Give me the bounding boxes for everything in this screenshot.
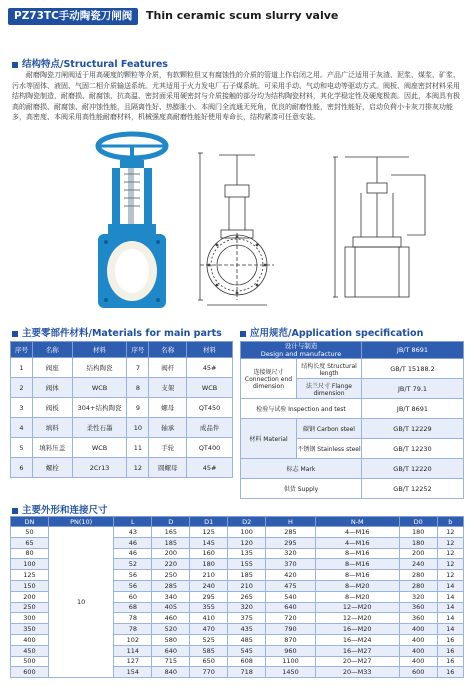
- table-cell: 阀板: [32, 398, 72, 418]
- table-cell: 5: [11, 438, 33, 458]
- table-cell: 500: [11, 656, 49, 667]
- table-cell: 1450: [266, 667, 316, 678]
- table-cell: 435: [228, 624, 266, 635]
- specs-header-row: [241, 342, 464, 359]
- col-header: H: [266, 517, 316, 527]
- table-cell: GB/T 12229: [362, 419, 464, 439]
- col-header: JB/T 8691: [362, 342, 464, 359]
- table-cell: 320: [228, 602, 266, 613]
- table-cell: 200: [11, 591, 49, 602]
- col-header: PN(10): [48, 517, 113, 527]
- table-cell: 16: [437, 645, 463, 656]
- table-cell: 400: [399, 634, 437, 645]
- table-cell: 420: [266, 570, 316, 581]
- bullet-square-icon: [12, 331, 18, 337]
- table-cell: 870: [266, 634, 316, 645]
- table-cell: 360: [399, 602, 437, 613]
- table-cell: 80: [11, 548, 49, 559]
- table-row: [11, 378, 233, 398]
- table-cell: 8—M16: [315, 570, 399, 581]
- table-cell: 16—M20: [315, 624, 399, 635]
- table-cell: 68: [114, 602, 152, 613]
- table-cell: 250: [11, 602, 49, 613]
- specs-table: [240, 341, 464, 499]
- table-cell: 16: [437, 634, 463, 645]
- table-cell: 8—M20: [315, 591, 399, 602]
- table-cell: 螺栓: [32, 458, 72, 478]
- col-header: 材料: [72, 342, 127, 358]
- valve-photo: [70, 130, 190, 315]
- features-paragraph: 耐磨陶瓷刀闸阀适于用高硬度的颗粒等介质，有软颗粒但又有腐蚀性的介质的管道上作启闭之用。产品广泛适用于灰渣、泥浆、煤浆、矿浆、污水等固体、液固、气固二相介质输送系统。尤其适用于火力发电厂石子煤系统。可采用手动、气动和电动等驱动方式。阀板、阀座密封材料采用结构陶瓷制造，耐磨损、耐腐蚀、抗高温、密封面采用硬密封与介质接触的部分均为结构陶瓷材料，其化学稳定性及硬度极高。因此，本阀具有极高的耐磨损、耐腐蚀、耐冲蚀性能，且隔离性好、热膨胀小。本阀门全流通无死角，优良的耐磨性能，密封性能好，启动负荷小卡灰刀排灰功能多，高密度、本阀采用高性能耐磨材料，机械强度高耐磨性能好使用寿命长，结构紧凑可任意安装。: [12, 71, 460, 121]
- table-cell: 280: [399, 570, 437, 581]
- specs-heading: 应用规范/Application specification: [240, 325, 423, 339]
- col-header: D: [152, 517, 190, 527]
- col-header: 名称: [149, 342, 187, 358]
- table-cell: 240: [399, 559, 437, 570]
- bullet-square-icon: [12, 508, 18, 514]
- table-cell: 125: [11, 570, 49, 581]
- table-cell: 60: [114, 591, 152, 602]
- dims-table: [10, 516, 464, 678]
- table-cell: 4: [11, 418, 33, 438]
- table-cell: 165: [152, 527, 190, 538]
- table-cell: 8—M20: [315, 580, 399, 591]
- table-cell: JB/T 79.1: [362, 379, 464, 399]
- table-cell: 16—M27: [315, 645, 399, 656]
- table-cell: 阀座: [32, 358, 72, 378]
- table-cell: QT400: [187, 438, 233, 458]
- table-cell: 45#: [187, 458, 233, 478]
- dims-heading: 主要外形和连接尺寸: [12, 502, 108, 516]
- table-cell: 12: [437, 527, 463, 538]
- table-cell: 400: [399, 624, 437, 635]
- product-title: Thin ceramic scum slurry valve: [146, 9, 339, 22]
- table-cell: WCB: [187, 378, 233, 398]
- model-label: PZ73TC手动陶瓷刀闸阀: [8, 8, 138, 25]
- col-header: 材料: [187, 342, 233, 358]
- table-cell: 填料压盖: [32, 438, 72, 458]
- table-cell: 3: [11, 398, 33, 418]
- table-cell: 405: [152, 602, 190, 613]
- table-cell: 200: [399, 548, 437, 559]
- table-cell: 填料: [32, 418, 72, 438]
- table-cell: 770: [190, 667, 228, 678]
- table-cell: 360: [399, 613, 437, 624]
- table-cell: 56: [114, 580, 152, 591]
- table-cell: WCB: [72, 438, 127, 458]
- table-cell: 1: [11, 358, 33, 378]
- table-cell: 295: [190, 591, 228, 602]
- table-cell: 210: [190, 570, 228, 581]
- table-cell: WCB: [72, 378, 127, 398]
- table-cell: 460: [152, 613, 190, 624]
- table-cell: 6: [11, 458, 33, 478]
- table-cell: 155: [228, 559, 266, 570]
- spec-head-cn: 设计与制造: [284, 342, 318, 350]
- table-cell: 8—M16: [315, 548, 399, 559]
- table-cell: 280: [399, 580, 437, 591]
- col-header: N-M: [315, 517, 399, 527]
- table-cell: JB/T 8691: [362, 399, 464, 419]
- table-cell: 585: [190, 645, 228, 656]
- table-cell: 470: [190, 624, 228, 635]
- table-cell: 150: [11, 580, 49, 591]
- table-row: [11, 418, 233, 438]
- col-header: D1: [190, 517, 228, 527]
- table-cell: 127: [114, 656, 152, 667]
- table-cell: 790: [266, 624, 316, 635]
- table-cell: 供货 Supply: [241, 479, 362, 499]
- col-header: L: [114, 517, 152, 527]
- table-cell: 540: [266, 591, 316, 602]
- table-cell: 10: [127, 418, 149, 438]
- table-cell: GB/T 12252: [362, 479, 464, 499]
- table-cell: 285: [266, 527, 316, 538]
- table-cell: 轴承: [149, 418, 187, 438]
- table-cell: 12: [437, 559, 463, 570]
- table-row: [11, 438, 233, 458]
- table-cell: 180: [399, 537, 437, 548]
- table-cell: 支架: [149, 378, 187, 398]
- table-cell: 400: [399, 645, 437, 656]
- table-cell: 1100: [266, 656, 316, 667]
- table-cell: 12: [127, 458, 149, 478]
- table-cell: 16: [437, 656, 463, 667]
- table-cell: 715: [152, 656, 190, 667]
- table-cell: 300: [11, 613, 49, 624]
- table-cell: 185: [152, 537, 190, 548]
- table-cell: 2Cr13: [72, 458, 127, 478]
- table-cell: 400: [11, 634, 49, 645]
- table-cell: 46: [114, 537, 152, 548]
- table-cell: 4—M16: [315, 527, 399, 538]
- table-cell: 材料 Material: [241, 419, 297, 459]
- table-cell: 8: [127, 378, 149, 398]
- table-cell: 520: [152, 624, 190, 635]
- table-cell: 320: [266, 548, 316, 559]
- table-cell: 100: [11, 559, 49, 570]
- table-cell: 14: [437, 602, 463, 613]
- table-cell: 450: [11, 645, 49, 656]
- table-cell: 14: [437, 591, 463, 602]
- table-cell: 718: [228, 667, 266, 678]
- bullet-square-icon: [12, 62, 18, 68]
- table-cell: 135: [228, 548, 266, 559]
- table-cell: 2: [11, 378, 33, 398]
- table-cell: 14: [437, 613, 463, 624]
- table-cell: 78: [114, 624, 152, 635]
- table-cell: 545: [228, 645, 266, 656]
- table-cell: GB/T 15188.2: [362, 359, 464, 379]
- table-cell: 7: [127, 358, 149, 378]
- table-cell: 45#: [187, 358, 233, 378]
- table-cell: 12: [437, 548, 463, 559]
- table-cell: 16—M24: [315, 634, 399, 645]
- features-heading: 结构特点/Structural Features: [12, 56, 168, 70]
- table-cell: 640: [152, 645, 190, 656]
- table-row: [11, 358, 233, 378]
- table-cell: 580: [152, 634, 190, 645]
- valve-drawing: [195, 145, 465, 310]
- table-row: [11, 458, 233, 478]
- table-row: [241, 459, 464, 479]
- col-header: D2: [228, 517, 266, 527]
- table-cell: 标志 Mark: [241, 459, 362, 479]
- table-cell: 柔性石墨: [72, 418, 127, 438]
- table-cell: 355: [190, 602, 228, 613]
- materials-heading: 主要零部件材料/Materials for main parts: [12, 325, 222, 339]
- table-cell: 840: [152, 667, 190, 678]
- materials-header-row: [11, 342, 233, 358]
- table-cell: 碳钢 Carbon steel: [297, 419, 362, 439]
- table-cell: 20—M33: [315, 667, 399, 678]
- table-cell: 200: [152, 548, 190, 559]
- table-cell: 350: [11, 624, 49, 635]
- table-cell: 960: [266, 645, 316, 656]
- table-cell: 20—M27: [315, 656, 399, 667]
- table-cell: 640: [266, 602, 316, 613]
- table-cell: 14: [437, 624, 463, 635]
- table-cell: 12: [437, 570, 463, 581]
- table-cell: 410: [190, 613, 228, 624]
- table-cell: 50: [11, 527, 49, 538]
- table-cell: 12—M20: [315, 613, 399, 624]
- table-cell: 375: [228, 613, 266, 624]
- pn-cell: 10: [48, 527, 113, 678]
- col-header: 名称: [32, 342, 72, 358]
- table-cell: 295: [266, 537, 316, 548]
- table-cell: 不锈钢 Stainless steel: [297, 439, 362, 459]
- table-cell: 320: [399, 591, 437, 602]
- table-cell: 475: [266, 580, 316, 591]
- table-cell: 阀体: [32, 378, 72, 398]
- table-cell: 370: [266, 559, 316, 570]
- table-cell: 成品件: [187, 418, 233, 438]
- table-cell: 220: [152, 559, 190, 570]
- table-cell: 阀杆: [149, 358, 187, 378]
- table-cell: 圆螺母: [149, 458, 187, 478]
- table-cell: 11: [127, 438, 149, 458]
- table-cell: 14: [437, 580, 463, 591]
- table-cell: 9: [127, 398, 149, 418]
- table-cell: 连接规尺寸 Connection end dimension: [241, 359, 297, 399]
- table-cell: 120: [228, 537, 266, 548]
- table-cell: 240: [190, 580, 228, 591]
- table-cell: QT450: [187, 398, 233, 418]
- table-cell: 4—M16: [315, 537, 399, 548]
- table-cell: 720: [266, 613, 316, 624]
- table-cell: 210: [228, 580, 266, 591]
- handwheel-icon: [98, 134, 166, 164]
- table-cell: 265: [228, 591, 266, 602]
- table-cell: 78: [114, 613, 152, 624]
- table-cell: 结构长度 Structural length: [297, 359, 362, 379]
- table-cell: 608: [228, 656, 266, 667]
- table-row: [241, 419, 464, 439]
- table-cell: GB/T 12230: [362, 439, 464, 459]
- table-cell: 手轮: [149, 438, 187, 458]
- table-cell: 340: [152, 591, 190, 602]
- table-cell: 400: [399, 656, 437, 667]
- table-cell: 12—M20: [315, 602, 399, 613]
- table-cell: 125: [190, 527, 228, 538]
- table-cell: 16: [437, 667, 463, 678]
- table-cell: 102: [114, 634, 152, 645]
- table-cell: 52: [114, 559, 152, 570]
- table-cell: 100: [228, 527, 266, 538]
- table-cell: 46: [114, 548, 152, 559]
- table-cell: 180: [399, 527, 437, 538]
- table-cell: 250: [152, 570, 190, 581]
- materials-table: [10, 341, 233, 478]
- col-header: DN: [11, 517, 49, 527]
- page-header: [0, 0, 474, 30]
- table-cell: 185: [228, 570, 266, 581]
- table-cell: 螺母: [149, 398, 187, 418]
- table-cell: 304+结构陶瓷: [72, 398, 127, 418]
- col-header: [241, 342, 362, 359]
- table-cell: 525: [190, 634, 228, 645]
- col-header: 序号: [11, 342, 33, 358]
- bullet-square-icon: [240, 331, 246, 337]
- table-cell: 600: [11, 667, 49, 678]
- col-header: 序号: [127, 342, 149, 358]
- table-cell: 285: [152, 580, 190, 591]
- table-cell: 114: [114, 645, 152, 656]
- table-row: [11, 398, 233, 418]
- table-cell: 法兰尺寸 Flange dimension: [297, 379, 362, 399]
- table-cell: 650: [190, 656, 228, 667]
- table-row: [241, 479, 464, 499]
- table-cell: 600: [399, 667, 437, 678]
- table-row: [11, 527, 464, 538]
- table-cell: 180: [190, 559, 228, 570]
- table-cell: GB/T 12220: [362, 459, 464, 479]
- table-cell: 12: [437, 537, 463, 548]
- spec-head-en: Design and manufacture: [260, 350, 342, 358]
- table-cell: 485: [228, 634, 266, 645]
- table-row: [241, 359, 464, 379]
- table-cell: 43: [114, 527, 152, 538]
- table-cell: 检验与试验 Inspection and test: [241, 399, 362, 419]
- table-cell: 结构陶瓷: [72, 358, 127, 378]
- table-cell: 154: [114, 667, 152, 678]
- dims-header-row: [11, 517, 464, 527]
- col-header: D0: [399, 517, 437, 527]
- table-cell: 160: [190, 548, 228, 559]
- table-cell: 8—M16: [315, 559, 399, 570]
- table-cell: 145: [190, 537, 228, 548]
- table-row: [241, 399, 464, 419]
- table-cell: 65: [11, 537, 49, 548]
- col-header: b: [437, 517, 463, 527]
- table-cell: 56: [114, 570, 152, 581]
